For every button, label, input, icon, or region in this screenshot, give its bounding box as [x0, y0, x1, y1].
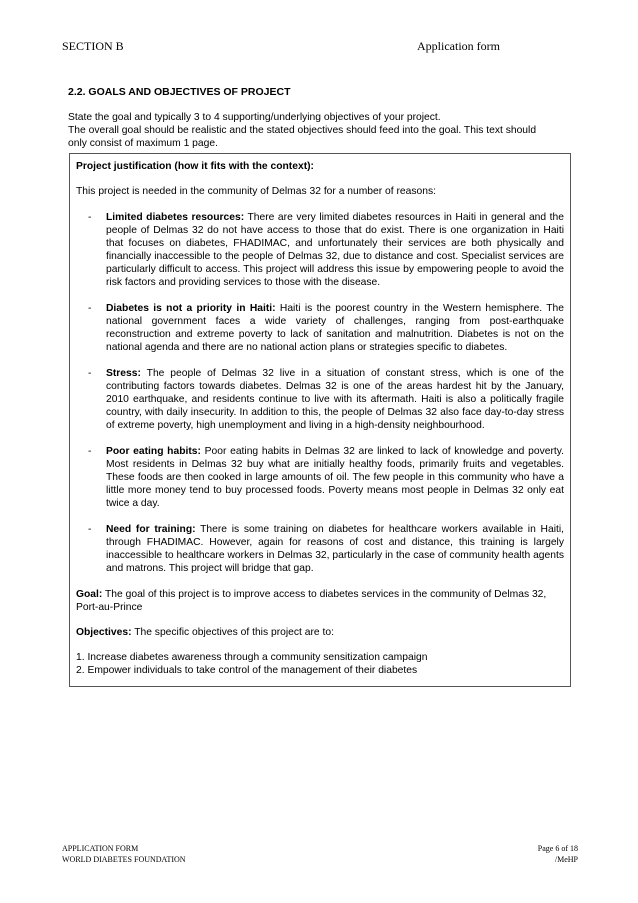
- bullet-dash: -: [88, 368, 92, 379]
- objectives-intro: [76, 626, 564, 639]
- goal-label: Goal:: [76, 589, 103, 600]
- bullet-text: The people of Delmas 32 live in a situation of constant stress, which is one of the contributing factors towards diabetes. Delmas 32 is one of the areas hardest hit by the January, 2010 earthquake, and residents continue to live with its aftermath. Haiti is also a politically fragile country, with daily insecurity. In addition to this, the people of Delmas 32 also face day-to-day stress of extreme poverty, high unemployment and living in a high-density neighbourhood.: [106, 368, 564, 431]
- bullet-dash: -: [88, 524, 92, 535]
- bullet-dash: -: [88, 212, 92, 223]
- footer-form-label: APPLICATION FORM: [62, 844, 139, 853]
- objectives-label: Objectives:: [76, 627, 132, 638]
- list-item: [76, 445, 564, 510]
- footer-right: [538, 843, 578, 865]
- footer-left: [62, 843, 186, 865]
- bullet-dash: -: [88, 446, 92, 457]
- goal-statement: [76, 588, 564, 614]
- bullet-text: There is some training on diabetes for healthcare workers available in Haiti, through FHADIMAC. However, again for reasons of cost and distance, this training is largely inaccessible to healthcare workers in Delmas 32, particularly in the case of community health agents and matrons. This project will bridge that gap.: [106, 524, 564, 574]
- objectives-list: [76, 651, 564, 677]
- intro-line: only consist of maximum 1 page.: [68, 138, 218, 149]
- bullet-heading: Need for training:: [106, 524, 196, 535]
- goal-text: The goal of this project is to improve access to diabetes services in the community of Delmas 32, Port-au-Prince: [76, 589, 547, 613]
- justification-box: [69, 153, 571, 687]
- justification-lead: This project is needed in the community of Delmas 32 for a number of reasons:: [76, 186, 436, 197]
- page-number: Page 6 of 18: [537, 844, 578, 853]
- reasons-list: [76, 211, 564, 575]
- intro-line: The overall goal should be realistic and the stated objectives should feed into the goal. This text should: [68, 125, 537, 136]
- bullet-heading: Limited diabetes resources:: [106, 212, 245, 223]
- list-item: [76, 302, 564, 354]
- list-item: 2. Empower individuals to take control of the management of their diabetes: [76, 665, 418, 676]
- bullet-text: Poor eating habits in Delmas 32 are linked to lack of knowledge and poverty. Most residents in Delmas 32 buy what are initially healthy foods, primarily fruits and vegetables. These foods are then cooked in large amounts of oil. The few people in this community who have a little more money tend to buy processed foods. Poverty means most people in Delmas 32 only eat twice a day.: [106, 446, 564, 509]
- list-item: [76, 367, 564, 432]
- header-form-label: Application form: [417, 39, 500, 53]
- header-section-label: SECTION B: [62, 39, 124, 53]
- intro-line: State the goal and typically 3 to 4 supporting/underlying objectives of your project.: [68, 112, 441, 123]
- list-item: 1. Increase diabetes awareness through a community sensitization campaign: [76, 652, 428, 663]
- bullet-text: Haiti is the poorest country in the Western hemisphere. The national government faces a wide variety of challenges, ranging from post-earthquake reconstruction and extreme poverty to lack of sanitation and malnutrition. Diabetes is not on the national agenda and there are no national action plans or strategies specific to diabetes.: [106, 303, 564, 353]
- footer-org-name: WORLD DIABETES FOUNDATION: [62, 855, 186, 864]
- objectives-text: The specific objectives of this project are to:: [134, 627, 334, 638]
- bullet-dash: -: [88, 303, 92, 314]
- footer-initials: /MeHP: [554, 855, 578, 864]
- bullet-heading: Diabetes is not a priority in Haiti:: [106, 303, 276, 314]
- list-item: [76, 523, 564, 575]
- bullet-text: There are very limited diabetes resources in Haiti in general and the people of Delmas 32 do not have access to those that do exist. There is one organization in Haiti that focuses on diabetes, FHADIMAC, and unfortunately their services are both physically and financially inaccessible to the people of Delmas 32, due to distance and cost. Specialist services are particularly difficult to access. This project will address this issue by empowering people to avoid the risk factors and providing services to those with the disease.: [106, 212, 564, 288]
- bullet-heading: Stress:: [106, 368, 141, 379]
- intro-text: [68, 111, 576, 150]
- section-title: 2.2. GOALS AND OBJECTIVES OF PROJECT: [68, 86, 291, 98]
- bullet-heading: Poor eating habits:: [106, 446, 201, 457]
- justification-title: Project justification (how it fits with the context):: [76, 161, 314, 172]
- list-item: [76, 211, 564, 289]
- justification-content: [76, 160, 564, 677]
